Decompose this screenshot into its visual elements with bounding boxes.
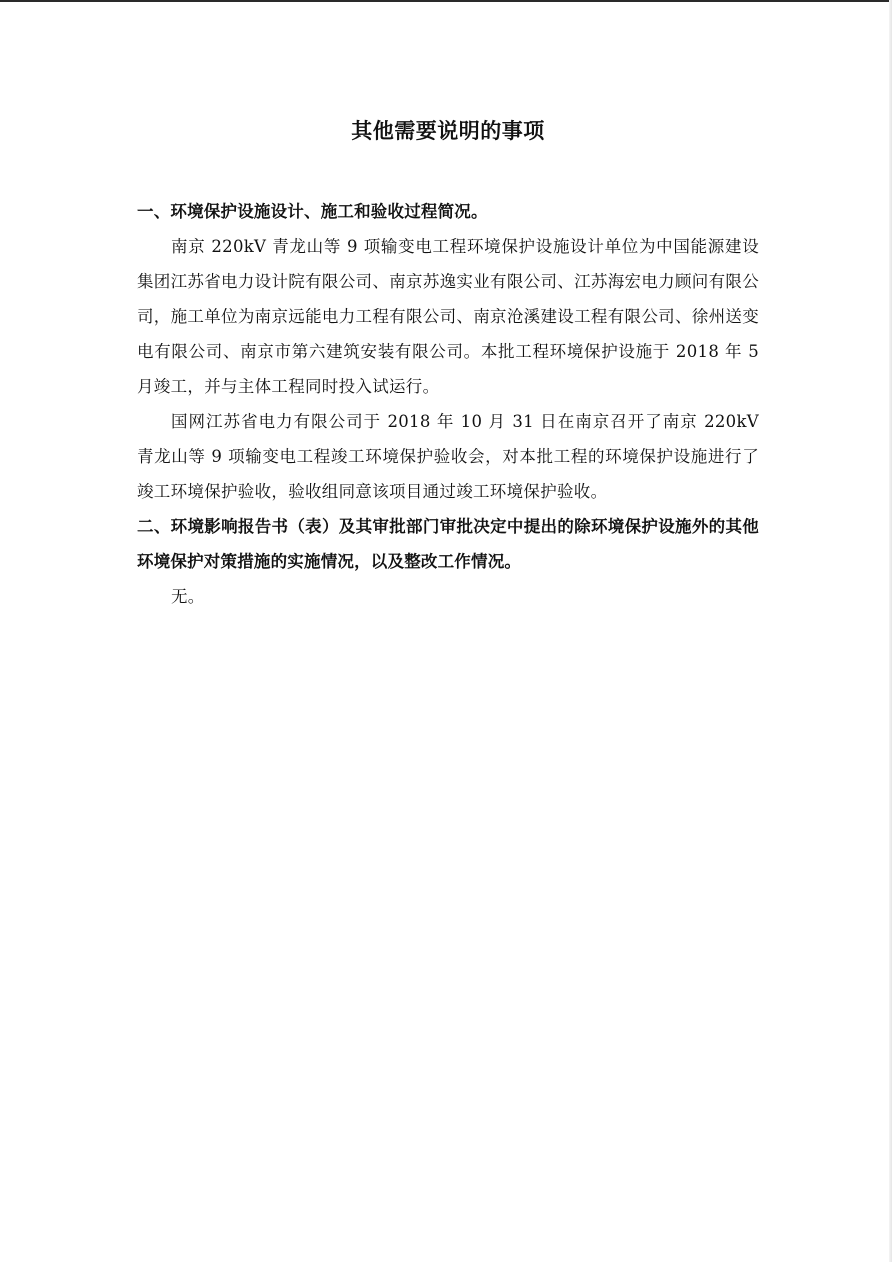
section-2-heading: 二、环境影响报告书（表）及其审批部门审批决定中提出的除环境保护设施外的其他环境保护对策措施的实施情况，以及整改工作情况。 [137, 517, 759, 571]
section-1-paragraph-1: 南京 220kV 青龙山等 9 项输变电工程环境保护设施设计单位为中国能源建设集团江苏省电力设计院有限公司、南京苏逸实业有限公司、江苏海宏电力顾问有限公司，施工单位为南京远能电力工程有限公司、南京沧溪建设工程有限公司、徐州送变电有限公司、南京市第六建筑安装有限公司。本批工程环境保护设施于 2018 年 5 月竣工，并与主体工程同时投入试运行。 [137, 237, 759, 396]
section-1-heading: 一、环境保护设施设计、施工和验收过程简况。 [137, 202, 488, 221]
section-2-paragraph-1: 无。 [171, 587, 205, 606]
document-title: 其他需要说明的事项 [351, 119, 545, 143]
section-2 [137, 509, 759, 614]
section-1-paragraph-2: 国网江苏省电力有限公司于 2018 年 10 月 31 日在南京召开了南京 220kV 青龙山等 9 项输变电工程竣工环境保护验收会，对本批工程的环境保护设施进行了竣工环境保护验收，验收组同意该项目通过竣工环境保护验收。 [137, 412, 759, 501]
section-1 [137, 194, 759, 509]
page-top-border [0, 0, 892, 2]
document-page [137, 116, 759, 614]
